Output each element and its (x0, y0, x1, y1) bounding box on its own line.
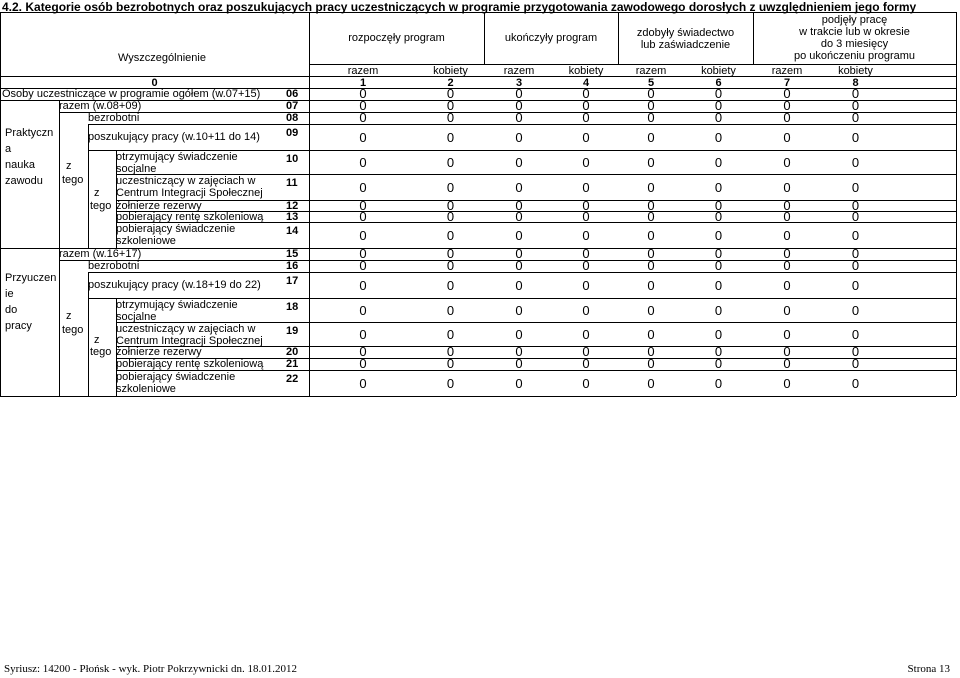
cell-value: 0 (582, 228, 590, 243)
cell-value: 0 (851, 110, 860, 125)
cell-value: 0 (783, 180, 791, 195)
row-label: otrzymujący świadczenie (116, 151, 238, 163)
section-label-praktyczna: zawodu (5, 175, 43, 187)
cell-value: 0 (446, 110, 455, 125)
column-number: 3 (515, 77, 523, 89)
cell-value: 0 (359, 130, 367, 145)
cell-value: 0 (515, 356, 523, 371)
row-label: socjalne (116, 163, 157, 175)
z-tego-label: tego (62, 174, 84, 186)
cell-value: 0 (359, 198, 367, 213)
cell-value: 0 (783, 110, 791, 125)
cell-value: 0 (783, 303, 791, 318)
cell-value: 0 (647, 344, 655, 359)
cell-value: 0 (582, 180, 590, 195)
cell-value: 0 (515, 258, 523, 273)
cell-value: 0 (714, 356, 723, 371)
row-number: 17 (286, 275, 299, 287)
footer-source: Syriusz: 14200 - Płońsk - wyk. Piotr Pokrzywnicki dn. 18.01.2012 (4, 663, 298, 675)
cell-value: 0 (714, 303, 723, 318)
z-tego-label: z (66, 160, 72, 172)
row-number: 14 (286, 225, 299, 237)
row-label: szkoleniowe (116, 383, 176, 395)
cell-value: 0 (851, 130, 860, 145)
cell-value: 0 (359, 258, 367, 273)
header-sub-label: kobiety (701, 65, 736, 77)
cell-value: 0 (647, 258, 655, 273)
row-number: 08 (286, 112, 299, 124)
cell-value: 0 (714, 209, 723, 224)
cell-value: 0 (647, 278, 655, 293)
cell-value: 0 (714, 344, 723, 359)
cell-value: 0 (714, 86, 723, 101)
cell-value: 0 (714, 246, 723, 261)
row-number: 13 (286, 211, 299, 223)
table-right-border (956, 88, 957, 396)
cell-value: 0 (515, 110, 523, 125)
row-number: 20 (286, 346, 299, 358)
cell-value: 0 (647, 327, 655, 342)
header-certificate-line: zdobyły świadectwo (636, 27, 735, 39)
cell-value: 0 (714, 376, 723, 391)
section-divider (59, 248, 60, 396)
cell-value: 0 (446, 155, 455, 170)
cell-value: 0 (359, 86, 367, 101)
cell-value: 0 (647, 228, 655, 243)
cell-value: 0 (359, 327, 367, 342)
cell-value: 0 (446, 327, 455, 342)
cell-value: 0 (851, 198, 860, 213)
cell-value: 0 (783, 278, 791, 293)
cell-value: 0 (582, 278, 590, 293)
cell-value: 0 (582, 98, 590, 113)
cell-value: 0 (359, 98, 367, 113)
cell-value: 0 (446, 98, 455, 113)
cell-value: 0 (714, 278, 723, 293)
cell-value: 0 (851, 258, 860, 273)
cell-value: 0 (515, 86, 523, 101)
row-label: pobierający świadczenie (116, 223, 236, 235)
header-completed-program: ukończyły program (504, 32, 598, 44)
cell-value: 0 (851, 246, 860, 261)
z-tego-label: z (94, 187, 100, 199)
cell-value: 0 (359, 278, 367, 293)
column-number: 7 (783, 77, 791, 89)
cell-value: 0 (582, 376, 590, 391)
row-label: pobierający świadczenie (116, 371, 236, 383)
cell-value: 0 (446, 130, 455, 145)
section-label-przyuczenie: ie (5, 288, 14, 300)
cell-value: 0 (582, 356, 590, 371)
cell-value: 0 (446, 258, 455, 273)
cell-value: 0 (851, 376, 860, 391)
cell-value: 0 (714, 110, 723, 125)
cell-value: 0 (647, 130, 655, 145)
row-label: razem (w.08+09) (59, 100, 142, 112)
cell-value: 0 (851, 278, 860, 293)
cell-value: 0 (647, 98, 655, 113)
header-employment-line: w trakcie lub w okresie (799, 26, 910, 38)
cell-value: 0 (647, 209, 655, 224)
z-tego-label: z (66, 310, 72, 322)
row-label: bezrobotni (88, 260, 140, 272)
cell-value: 0 (714, 180, 723, 195)
header-sub-label: razem (347, 65, 379, 77)
cell-value: 0 (582, 258, 590, 273)
cell-value: 0 (446, 209, 455, 224)
cell-value: 0 (582, 155, 590, 170)
column-number: 6 (715, 77, 722, 89)
cell-value: 0 (783, 130, 791, 145)
header-sub-label: razem (771, 65, 803, 77)
row-label: pobierający rentę szkoleniową (116, 358, 264, 370)
cell-value: 0 (851, 303, 860, 318)
column-number: 5 (647, 77, 655, 89)
cell-value: 0 (515, 327, 523, 342)
cell-value: 0 (714, 198, 723, 213)
cell-value: 0 (851, 228, 860, 243)
row-label: socjalne (116, 311, 157, 323)
footer-page-number: Strona 13 (907, 663, 950, 675)
row-number: 21 (286, 358, 299, 370)
cell-value: 0 (783, 246, 791, 261)
cell-value: 0 (851, 356, 860, 371)
column-number: 4 (582, 77, 590, 89)
cell-value: 0 (359, 344, 367, 359)
cell-value: 0 (359, 155, 367, 170)
z-tego-label: tego (90, 200, 112, 212)
header-sub-label: kobiety (838, 65, 873, 77)
cell-value: 0 (582, 303, 590, 318)
cell-value: 0 (714, 327, 723, 342)
cell-value: 0 (446, 198, 455, 213)
cell-value: 0 (647, 198, 655, 213)
row-label: szkoleniowe (116, 235, 176, 247)
cell-value: 0 (783, 327, 791, 342)
cell-value: 0 (446, 303, 455, 318)
column-number: 8 (852, 77, 859, 89)
cell-value: 0 (582, 209, 590, 224)
cell-value: 0 (783, 356, 791, 371)
cell-value: 0 (359, 356, 367, 371)
header-sub-label: razem (635, 65, 667, 77)
z-tego-label: tego (62, 324, 84, 336)
report-title: 4.2. Kategorie osób bezrobotnych oraz poszukujących pracy uczestniczących w programie przygotowania zawodowego dorosłych z uwzględnieniem jego formy (2, 0, 917, 14)
row-label: otrzymujący świadczenie (116, 299, 238, 311)
row-label: pobierający rentę szkoleniową (116, 211, 264, 223)
row-label: poszukujący pracy (w.18+19 do 22) (88, 279, 261, 291)
cell-value: 0 (359, 376, 367, 391)
row-label: Centrum Integracji Społecznej (116, 187, 263, 199)
cell-value: 0 (515, 344, 523, 359)
header-employment-line: do 3 miesięcy (820, 38, 889, 50)
cell-value: 0 (783, 209, 791, 224)
row-label: Centrum Integracji Społecznej (116, 335, 263, 347)
header-sub-label: kobiety (433, 65, 468, 77)
cell-value: 0 (582, 110, 590, 125)
header-sub-label: razem (503, 65, 535, 77)
section-label-praktyczna: a (5, 143, 12, 155)
cell-value: 0 (714, 228, 723, 243)
row-number: 06 (286, 88, 299, 100)
header-top-rule (0, 12, 956, 13)
cell-value: 0 (359, 228, 367, 243)
section-label-przyuczenie: Przyuczen (5, 272, 57, 284)
cell-value: 0 (714, 98, 723, 113)
row-label: żołnierze rezerwy (116, 200, 202, 212)
cell-value: 0 (783, 228, 791, 243)
cell-value: 0 (582, 86, 590, 101)
cell-value: 0 (515, 246, 523, 261)
cell-value: 0 (647, 356, 655, 371)
row-number: 07 (286, 100, 299, 112)
cell-value: 0 (714, 258, 723, 273)
cell-value: 0 (515, 155, 523, 170)
cell-value: 0 (582, 344, 590, 359)
column-number: 0 (151, 77, 158, 89)
cell-value: 0 (582, 198, 590, 213)
section-label-praktyczna: nauka (5, 159, 35, 171)
cell-value: 0 (783, 344, 791, 359)
row-number: 12 (286, 200, 299, 212)
cell-value: 0 (582, 327, 590, 342)
cell-value: 0 (851, 180, 860, 195)
row-number: 11 (286, 177, 298, 189)
cell-value: 0 (359, 209, 367, 224)
cell-value: 0 (446, 278, 455, 293)
row-label: uczestniczący w zajęciach w (116, 323, 256, 335)
cell-value: 0 (582, 246, 590, 261)
cell-value: 0 (783, 98, 791, 113)
cell-value: 0 (515, 198, 523, 213)
cell-value: 0 (647, 180, 655, 195)
cell-value: 0 (359, 246, 367, 261)
table-left-border (0, 88, 1, 396)
cell-value: 0 (783, 86, 791, 101)
header-employment-line: po ukończeniu programu (793, 50, 916, 62)
section-label-przyuczenie: do (5, 304, 18, 316)
row-number: 16 (286, 260, 299, 272)
cell-value: 0 (851, 86, 860, 101)
cell-value: 0 (714, 130, 723, 145)
cell-value: 0 (515, 228, 523, 243)
cell-value: 0 (851, 155, 860, 170)
cell-value: 0 (515, 303, 523, 318)
row-label: bezrobotni (88, 112, 140, 124)
table-bottom-rule (0, 396, 956, 397)
cell-value: 0 (647, 110, 655, 125)
section-label-przyuczenie: pracy (5, 320, 32, 332)
cell-value: 0 (515, 278, 523, 293)
cell-value: 0 (647, 376, 655, 391)
cell-value: 0 (446, 246, 455, 261)
cell-value: 0 (851, 98, 860, 113)
cell-value: 0 (515, 180, 523, 195)
cell-value: 0 (515, 376, 523, 391)
row-label: uczestniczący w zajęciach w (116, 175, 256, 187)
cell-value: 0 (446, 356, 455, 371)
row-number: 19 (286, 325, 299, 337)
cell-value: 0 (582, 130, 590, 145)
cell-value: 0 (783, 155, 791, 170)
z-tego-label: z (94, 334, 100, 346)
cell-value: 0 (446, 344, 455, 359)
cell-value: 0 (714, 155, 723, 170)
cell-value: 0 (647, 155, 655, 170)
header-started-program: rozpoczęły program (348, 32, 445, 44)
cell-value: 0 (647, 303, 655, 318)
cell-value: 0 (783, 198, 791, 213)
column-number: 2 (447, 77, 454, 89)
cell-value: 0 (851, 209, 860, 224)
row-number: 15 (286, 248, 299, 260)
cell-value: 0 (359, 303, 367, 318)
row-number: 10 (286, 153, 299, 165)
cell-value: 0 (851, 327, 860, 342)
row-number: 18 (286, 301, 299, 313)
cell-value: 0 (446, 376, 455, 391)
cell-value: 0 (851, 344, 860, 359)
cell-value: 0 (647, 86, 655, 101)
header-employment-line: podjęły pracę (821, 14, 888, 26)
cell-value: 0 (359, 180, 367, 195)
cell-value: 0 (647, 246, 655, 261)
row-label: Osoby uczestniczące w programie ogółem (w.07+15) (2, 88, 261, 100)
row-number: 09 (286, 127, 299, 139)
header-sub-label: kobiety (568, 65, 604, 77)
z-tego-label: tego (90, 346, 112, 358)
cell-value: 0 (783, 258, 791, 273)
cell-value: 0 (446, 228, 455, 243)
cell-value: 0 (359, 110, 367, 125)
section-divider (59, 100, 60, 248)
row-label: żołnierze rezerwy (116, 346, 202, 358)
header-certificate-line: lub zaświadczenie (640, 39, 731, 51)
row-label: poszukujący pracy (w.10+11 do 14) (88, 131, 260, 143)
cell-value: 0 (783, 376, 791, 391)
cell-value: 0 (515, 98, 523, 113)
cell-value: 0 (515, 209, 523, 224)
section-label-praktyczna: Praktyczn (5, 127, 54, 139)
cell-value: 0 (446, 180, 455, 195)
row-number: 22 (286, 373, 299, 385)
row-label: razem (w.16+17) (59, 248, 142, 260)
cell-value: 0 (446, 86, 455, 101)
header-wyszczegolnienie: Wyszczególnienie (118, 52, 206, 64)
cell-value: 0 (515, 130, 523, 145)
column-number: 1 (359, 77, 367, 89)
